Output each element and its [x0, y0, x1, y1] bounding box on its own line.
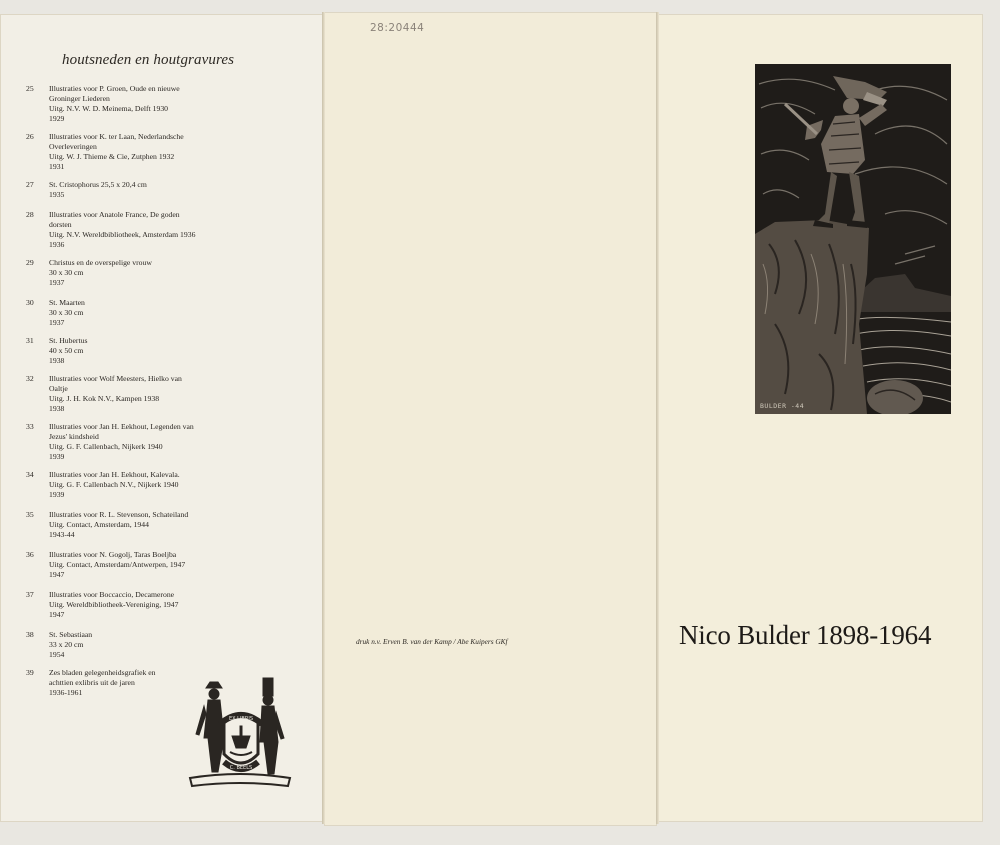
- entry-line: 40 x 50 cm: [49, 346, 84, 356]
- entry-line: Illustraties voor Anatole France, De goden: [49, 210, 180, 219]
- exlibris-banner-text: EX LIBRIS: [229, 716, 253, 722]
- entry-text: [49, 210, 217, 250]
- entry-line: St. Maarten: [49, 298, 85, 307]
- entry-line: St. Hubertus: [49, 336, 88, 345]
- section-title: houtsneden en houtgravures: [62, 52, 235, 68]
- entry-line: Uitg. N.V. W. D. Meinema, Delft 1930: [49, 104, 169, 114]
- entry-line: Christus en de overspelige vrouw: [49, 258, 152, 267]
- entry-line: Uitg. G. F. Callenbach, Nijkerk 1940: [49, 442, 163, 452]
- entry-line: St. Sebastiaan: [49, 630, 93, 639]
- entry-line: 1938: [49, 404, 65, 414]
- fold-right: [656, 12, 659, 824]
- entry-line: Illustraties voor N. Gogolj, Taras Boeljba: [49, 550, 177, 559]
- entry-line: Illustraties voor K. ter Laan, Nederlandsche: [49, 132, 184, 141]
- entry-line: 30 x 30 cm: [49, 308, 84, 318]
- entry-number: 29: [26, 258, 34, 267]
- entry-line: Uitg. Contact, Amsterdam, 1944: [49, 520, 149, 530]
- entry-line: Jezus' kindsheid: [49, 432, 99, 442]
- entry-line: Groninger Liederen: [49, 94, 110, 104]
- entry-line: 33 x 20 cm: [49, 640, 84, 650]
- entry-line: 1937: [49, 278, 65, 288]
- entry-line: 1943-44: [49, 530, 75, 540]
- entry-line: 1947: [49, 610, 65, 620]
- entry-text: [49, 510, 217, 540]
- entry-line: Illustraties voor Jan H. Eekhout, Legenden van: [49, 422, 194, 431]
- entry-text: [49, 180, 217, 200]
- entry-text: [49, 374, 217, 414]
- entry-line: Illustraties voor Boccaccio, Decamerone: [49, 590, 175, 599]
- entry-line: 1954: [49, 650, 65, 660]
- entry-line: dorsten: [49, 220, 72, 230]
- entry-line: Oaltje: [49, 384, 68, 394]
- entry-number: 39: [26, 668, 34, 677]
- entry-text: [49, 258, 217, 288]
- entry-line: 1931: [49, 162, 65, 172]
- entry-number: 37: [26, 590, 34, 599]
- entry-line: 1938: [49, 356, 65, 366]
- entry-line: Overleveringen: [49, 142, 97, 152]
- entry-number: 36: [26, 550, 34, 559]
- exlibris-emblem: [184, 676, 296, 794]
- exlibris-name-text: C. BEELS: [229, 765, 253, 771]
- entry-line: Illustraties voor R. L. Stevenson, Schateiland: [49, 510, 189, 519]
- entry-line: Uitg. W. J. Thieme & Cie, Zutphen 1932: [49, 152, 175, 162]
- entry-line: Illustraties voor P. Groen, Oude en nieuwe: [49, 84, 180, 93]
- entry-line: 1939: [49, 452, 65, 462]
- woodcut-illustration: [755, 64, 951, 414]
- entry-line: 1947: [49, 570, 65, 580]
- entry-line: 30 x 30 cm: [49, 268, 84, 278]
- entry-number: 33: [26, 422, 34, 431]
- entry-number: 27: [26, 180, 34, 189]
- entry-number: 34: [26, 470, 34, 479]
- main-title: Nico Bulder 1898-1964: [679, 620, 932, 650]
- fold-left: [322, 12, 325, 824]
- entry-line: 1939: [49, 490, 65, 500]
- entry-text: [49, 84, 217, 124]
- entry-line: Illustraties voor Jan H. Eekhout, Kalevala.: [49, 470, 180, 479]
- entry-text: [49, 470, 217, 500]
- entry-number: 25: [26, 84, 34, 93]
- entry-line: 1937: [49, 318, 65, 328]
- entry-number: 28: [26, 210, 34, 219]
- entry-line: Uitg. N.V. Wereldbibliotheek, Amsterdam 1936: [49, 230, 196, 240]
- entry-line: Uitg. J. H. Kok N.V., Kampen 1938: [49, 394, 160, 404]
- entry-text: [49, 132, 217, 172]
- entry-number: 35: [26, 510, 34, 519]
- printer-credit: druk n.v. Erven B. van der Kamp / Abe Kuipers GKf: [356, 637, 508, 646]
- entry-text: [49, 336, 217, 366]
- entry-line: 1936: [49, 240, 65, 250]
- entry-line: Uitg. G. F. Callenbach N.V., Nijkerk 1940: [49, 480, 179, 490]
- entry-line: Illustraties voor Wolf Meesters, Hielko van: [49, 374, 182, 383]
- entry-text: [49, 422, 217, 462]
- entry-line: Uitg. Wereldbibliotheek-Vereniging, 1947: [49, 600, 179, 610]
- entry-text: [49, 550, 217, 580]
- entry-line: 1935: [49, 190, 65, 200]
- middle-panel: [324, 12, 657, 826]
- woodcut-signature: BULDER -44: [760, 402, 805, 410]
- entry-number: 38: [26, 630, 34, 639]
- entry-text: [49, 298, 217, 328]
- entry-line: 1929: [49, 114, 65, 124]
- entry-line: St. Cristophorus 25,5 x 20,4 cm: [49, 180, 147, 189]
- entry-line: achttien exlibris uit de jaren: [49, 678, 135, 688]
- entry-line: Zes bladen gelegenheidsgrafiek en: [49, 668, 156, 677]
- entry-number: 26: [26, 132, 34, 141]
- entry-line: Uitg. Contact, Amsterdam/Antwerpen, 1947: [49, 560, 186, 570]
- entry-number: 32: [26, 374, 34, 383]
- entry-number: 31: [26, 336, 34, 345]
- entry-text: [49, 590, 217, 620]
- entry-text: [49, 630, 217, 660]
- entry-number: 30: [26, 298, 34, 307]
- entry-line: 1936-1961: [49, 688, 83, 698]
- archive-number: 28:20444: [370, 22, 425, 34]
